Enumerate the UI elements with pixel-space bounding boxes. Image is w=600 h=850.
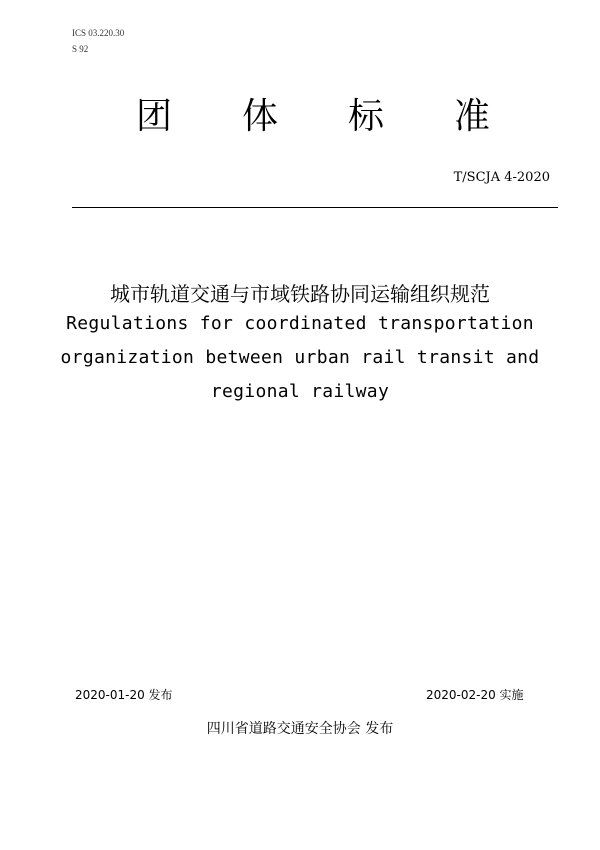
divider	[72, 207, 558, 208]
title-cn: 城市轨道交通与市域铁路协同运输组织规范	[110, 282, 490, 306]
title-en-line: organization between urban rail transit and	[60, 347, 540, 368]
doc-type-char: 标	[348, 96, 385, 137]
implement-date: 2020-02-20 实施	[426, 688, 524, 702]
doc-type-char: 团	[136, 96, 173, 137]
ccs-code: S 92	[72, 44, 89, 54]
title-en-line: Regulations for coordinated transportation	[66, 313, 534, 334]
standard-code: T/SCJA 4-2020	[453, 170, 550, 185]
publisher: 四川省道路交通安全协会 发布	[206, 721, 394, 737]
doc-type-char: 体	[242, 96, 279, 137]
doc-type-char: 准	[454, 96, 491, 137]
ics-code: ICS 03.220.30	[72, 28, 125, 38]
title-en-line: regional railway	[210, 381, 390, 402]
issue-date: 2020-01-20 发布	[75, 688, 173, 702]
